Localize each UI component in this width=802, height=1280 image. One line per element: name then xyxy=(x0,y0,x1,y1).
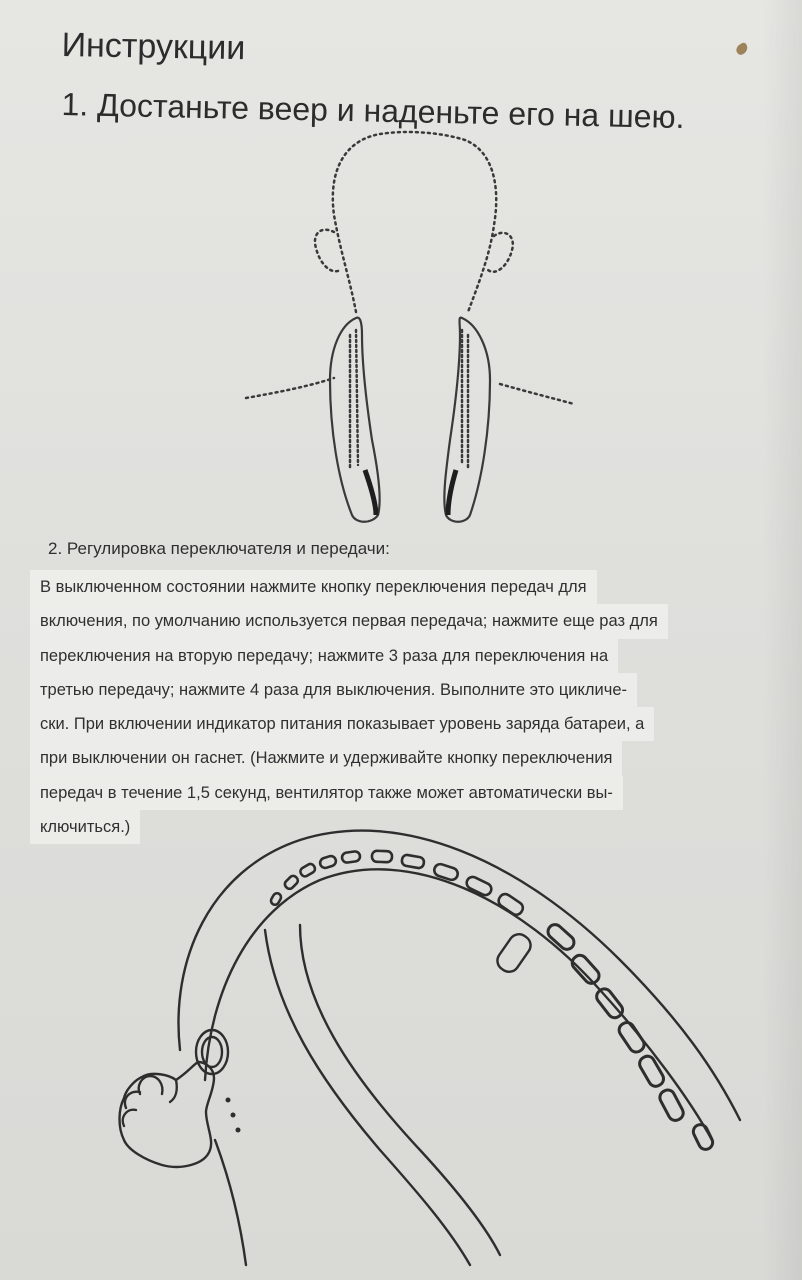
head-outline xyxy=(333,132,496,312)
step1-text: 1. Достаньте веер и наденьте его на шею. xyxy=(61,86,685,136)
right-ear-outline xyxy=(488,233,513,272)
step2-line: включения, по умолчанию используется первая передача; нажмите еще раз для xyxy=(30,604,800,638)
step2-line: передач в течение 1,5 секунд, вентилятор также может автоматически вы- xyxy=(30,776,800,810)
fan-right-arm xyxy=(444,318,490,522)
page-title: Инструкции xyxy=(61,26,246,68)
step2-body xyxy=(30,570,800,844)
step2-line: ски. При включении индикатор питания показывает уровень заряда батареи, а xyxy=(30,707,800,741)
step2-line: при выключении он гаснет. (Нажмите и удерживайте кнопку переключения xyxy=(30,741,800,775)
step2-title: 2. Регулировка переключателя и передачи: xyxy=(48,539,390,558)
step2-line: ключиться.) xyxy=(30,810,800,844)
step2-line: В выключенном состоянии нажмите кнопку переключения передач для xyxy=(30,570,800,604)
step2-line: переключения на вторую передачу; нажмите 3 раза для переключения на xyxy=(30,639,800,673)
step2-line: третью передачу; нажмите 4 раза для выключения. Выполните это цикличе- xyxy=(30,673,800,707)
right-shoulder-outline xyxy=(500,384,574,404)
fan-left-arm xyxy=(330,318,380,522)
left-shoulder-outline xyxy=(246,378,334,398)
left-ear-outline xyxy=(315,230,340,272)
neck-fan-illustration xyxy=(0,0,802,540)
